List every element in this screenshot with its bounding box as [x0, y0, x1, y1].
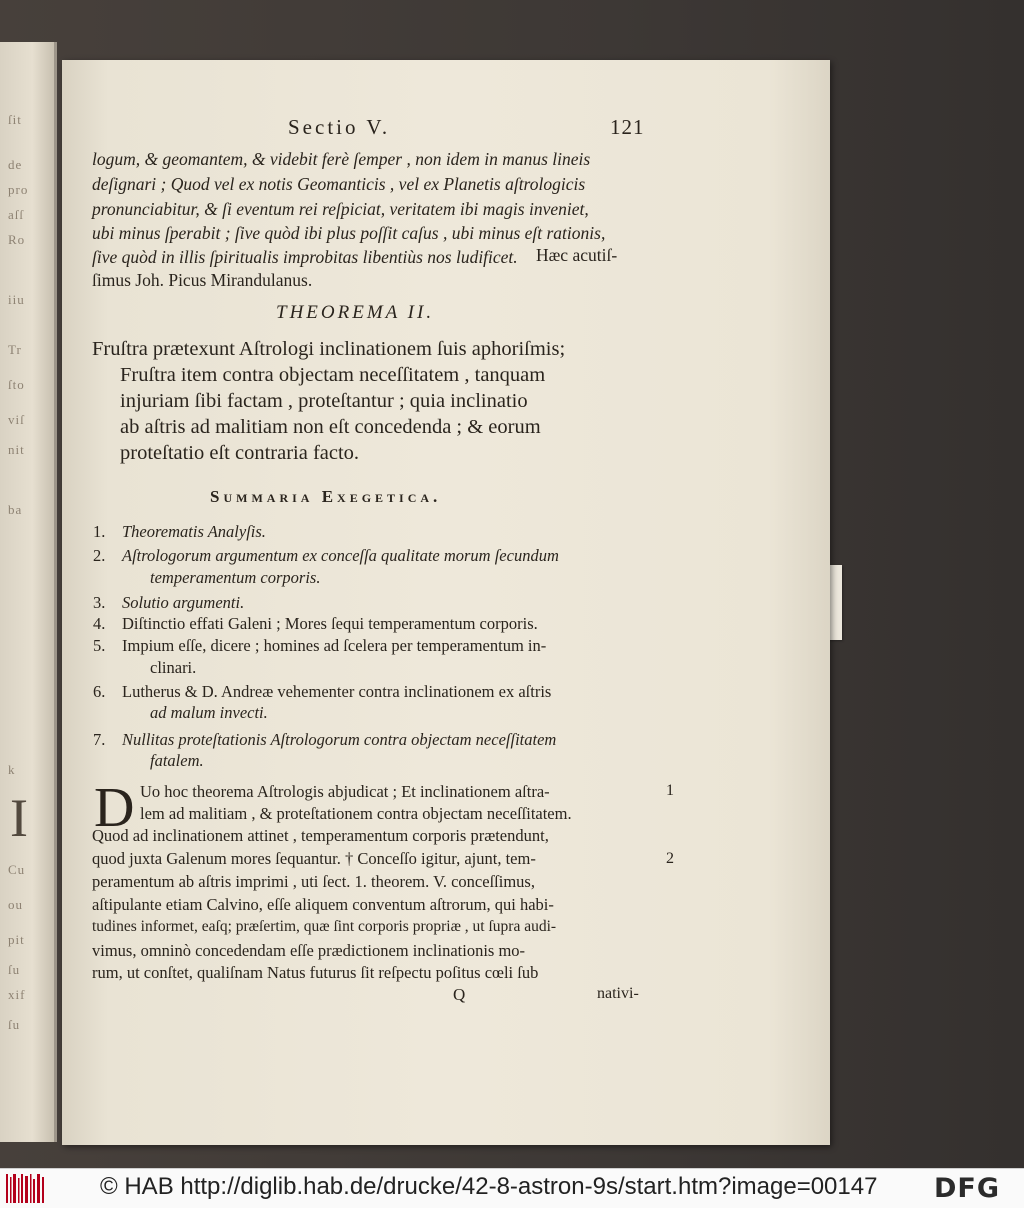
margin-number: 2	[666, 850, 674, 867]
catchword: nativi-	[597, 985, 639, 1002]
page-tab-marker	[828, 565, 842, 640]
paragraph-line: ſive quòd in illis ſpiritualis improbitas libentiùs nos ludificet.	[92, 247, 518, 267]
adjacent-page-edge: ſit de pro aſſ Ro iiu Tr ſto viſ nit ba k I Cu ou pit ſu xif ſu	[0, 42, 57, 1142]
body-line: Uo hoc theorema Aſtrologis abjudicat ; Et inclinationem aſtra-	[140, 782, 550, 801]
footer-bar	[0, 1168, 1024, 1208]
body-line: lem ad malitiam , & proteſtationem contra objectam neceſſitatem.	[140, 804, 572, 823]
summary-text: Aſtrologorum argumentum ex conceſſa qualitate morum ſecundum	[122, 546, 559, 565]
summary-continuation: temperamentum corporis.	[150, 568, 321, 587]
summary-number: 3.	[93, 593, 106, 612]
summary-continuation: ad malum invecti.	[150, 703, 268, 722]
drop-cap: D	[94, 777, 135, 839]
body-line: tudines informet, eaſq; præſertim, quæ ſint corporis propriæ , ut ſupra audi-	[92, 918, 557, 935]
dfg-logo: DFG	[934, 1173, 1001, 1204]
body-line: Quod ad inclinationem attinet , temperamentum corporis prætendunt,	[92, 826, 549, 845]
summary-text: Theorematis Analyſis.	[122, 522, 266, 541]
paragraph-line: pronunciabitur, & ſi eventum rei reſpiciat, veritatem ibi magis inveniet,	[92, 199, 589, 219]
copyright-link[interactable]: © HAB http://diglib.hab.de/drucke/42-8-astron-9s/start.htm?image=00147	[100, 1173, 878, 1200]
paragraph-line: ubi minus ſperabit ; ſive quòd ibi plus poſſit caſus , ubi minus eſt rationis,	[92, 223, 606, 243]
theorem-line: ab aſtris ad malitiam non eſt concedenda ; & eorum	[120, 416, 541, 438]
body-line: vimus, omninò concedendam eſſe prædictionem inclinationis mo-	[92, 941, 526, 960]
body-line: aſtipulante etiam Calvino, eſſe aliquem conventum aſtrorum, qui habi-	[92, 895, 554, 914]
summary-number: 6.	[93, 682, 106, 701]
summary-text: Impium eſſe, dicere ; homines ad ſcelera per temperamentum in-	[122, 636, 547, 655]
theorem-line: Fruſtra item contra objectam neceſſitatem , tanquam	[120, 364, 546, 386]
barcode-icon	[6, 1174, 46, 1203]
theorem-line: proteſtatio eſt contraria facto.	[120, 442, 360, 464]
margin-number: 1	[666, 782, 674, 799]
summary-heading: Summaria Exegetica.	[210, 487, 442, 506]
paragraph-line: deſignari ; Quod vel ex notis Geomanticis , vel ex Planetis aſtrologicis	[92, 174, 586, 194]
summary-number: 1.	[93, 522, 106, 541]
summary-text: Solutio argumenti.	[122, 593, 245, 612]
paragraph-line: logum, & geomantem, & videbit ferè ſemper , non idem in manus lineis	[92, 149, 591, 169]
body-line: quod juxta Galenum mores ſequantur. † Conceſſo igitur, ajunt, tem-	[92, 849, 536, 868]
summary-text: Lutherus & D. Andreæ vehementer contra inclinationem ex aſtris	[122, 682, 552, 701]
body-line: rum, ut conſtet, qualiſnam Natus futurus ſit reſpectu poſitus cœli ſub	[92, 963, 539, 982]
summary-number: 4.	[93, 614, 106, 633]
summary-number: 2.	[93, 546, 106, 565]
body-line: peramentum ab aſtris imprimi , uti ſect. 1. theorem. V. conceſſimus,	[92, 872, 535, 891]
page-number: 121	[610, 115, 645, 139]
summary-number: 5.	[93, 636, 106, 655]
signature-mark: Q	[453, 985, 466, 1004]
summary-number: 7.	[93, 730, 106, 749]
summary-continuation: fatalem.	[150, 751, 204, 770]
theorem-line: injuriam ſibi factam , proteſtantur ; quia inclinatio	[120, 390, 528, 412]
paragraph-line: ſimus Joh. Picus Mirandulanus.	[92, 270, 313, 290]
theorem-line: Fruſtra prætexunt Aſtrologi inclinationem ſuis aphoriſmis;	[92, 338, 566, 360]
theorem-heading: THEOREMA II.	[276, 302, 435, 323]
paragraph-line-tail: Hæc acutiſ-	[536, 245, 618, 265]
summary-text: Nullitas proteſtationis Aſtrologorum contra objectam neceſſitatem	[122, 730, 557, 749]
summary-text: Diſtinctio effati Galeni ; Mores ſequi temperamentum corporis.	[122, 614, 538, 633]
running-head: Sectio V.	[288, 115, 391, 139]
summary-continuation: clinari.	[150, 658, 197, 677]
